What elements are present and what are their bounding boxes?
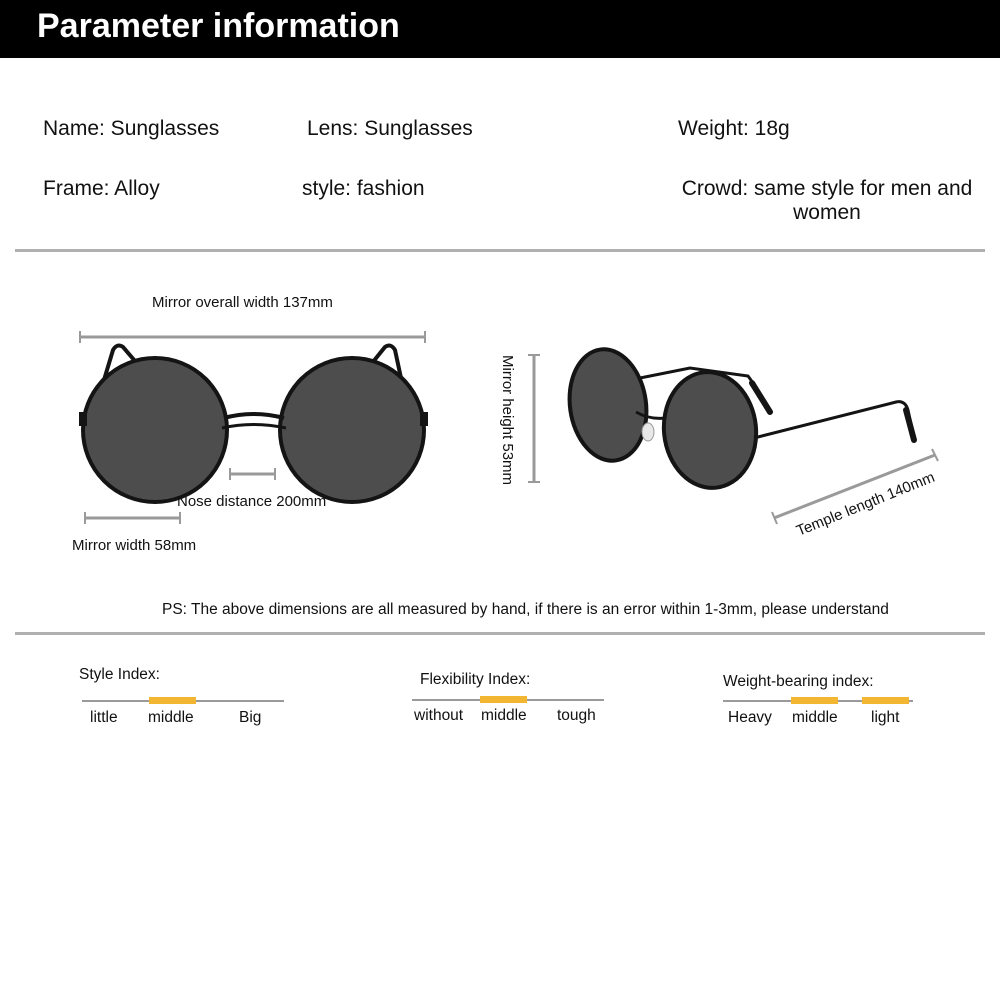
spec-crowd: Crowd: same style for men and women — [681, 177, 973, 224]
temple-length-label: Temple length 140mm — [794, 468, 938, 540]
style-index-marker — [149, 697, 196, 704]
spec-name: Name: Sunglasses — [43, 117, 220, 140]
measurement-note: PS: The above dimensions are all measured by hand, if there is an error within 1-3mm, please understand — [162, 601, 889, 618]
mirror-height-label: Mirror height 53mm — [499, 355, 516, 486]
style-index-label-little: little — [90, 709, 118, 726]
mirror-width-label: Mirror width 58mm — [72, 537, 197, 554]
divider-bottom — [15, 632, 985, 635]
weight-bearing-index-title: Weight-bearing index: — [723, 673, 874, 690]
style-index-title: Style Index: — [79, 666, 160, 683]
spec-weight: Weight: 18g — [678, 117, 790, 140]
weight-bearing-index-label-middle: middle — [792, 709, 838, 726]
style-index-label-big: Big — [239, 709, 262, 726]
flexibility-index-marker — [480, 696, 527, 703]
nose-distance-label: Nose distance 200mm — [177, 493, 327, 510]
flexibility-index-label-middle: middle — [481, 707, 527, 724]
weight-bearing-index-label-heavy: Heavy — [728, 709, 772, 726]
near-temple — [754, 402, 914, 438]
overall-width-label: Mirror overall width 137mm — [152, 294, 333, 311]
spec-frame: Frame: Alloy — [43, 177, 160, 200]
side-left-lens — [563, 344, 654, 465]
spec-style: style: fashion — [302, 177, 425, 200]
weight-bearing-index-label-light: light — [871, 709, 900, 726]
weight-bearing-index-marker — [791, 697, 838, 704]
weight-bearing-index-marker-2 — [862, 697, 909, 704]
flexibility-index-label-without: without — [414, 707, 464, 724]
flexibility-index-title: Flexibility Index: — [420, 671, 531, 688]
style-index-label-middle: middle — [148, 709, 194, 726]
side-right-lens — [658, 368, 762, 493]
spec-lens: Lens: Sunglasses — [307, 117, 473, 140]
page-title: Parameter information — [37, 7, 400, 45]
flexibility-index-label-tough: tough — [557, 707, 596, 724]
